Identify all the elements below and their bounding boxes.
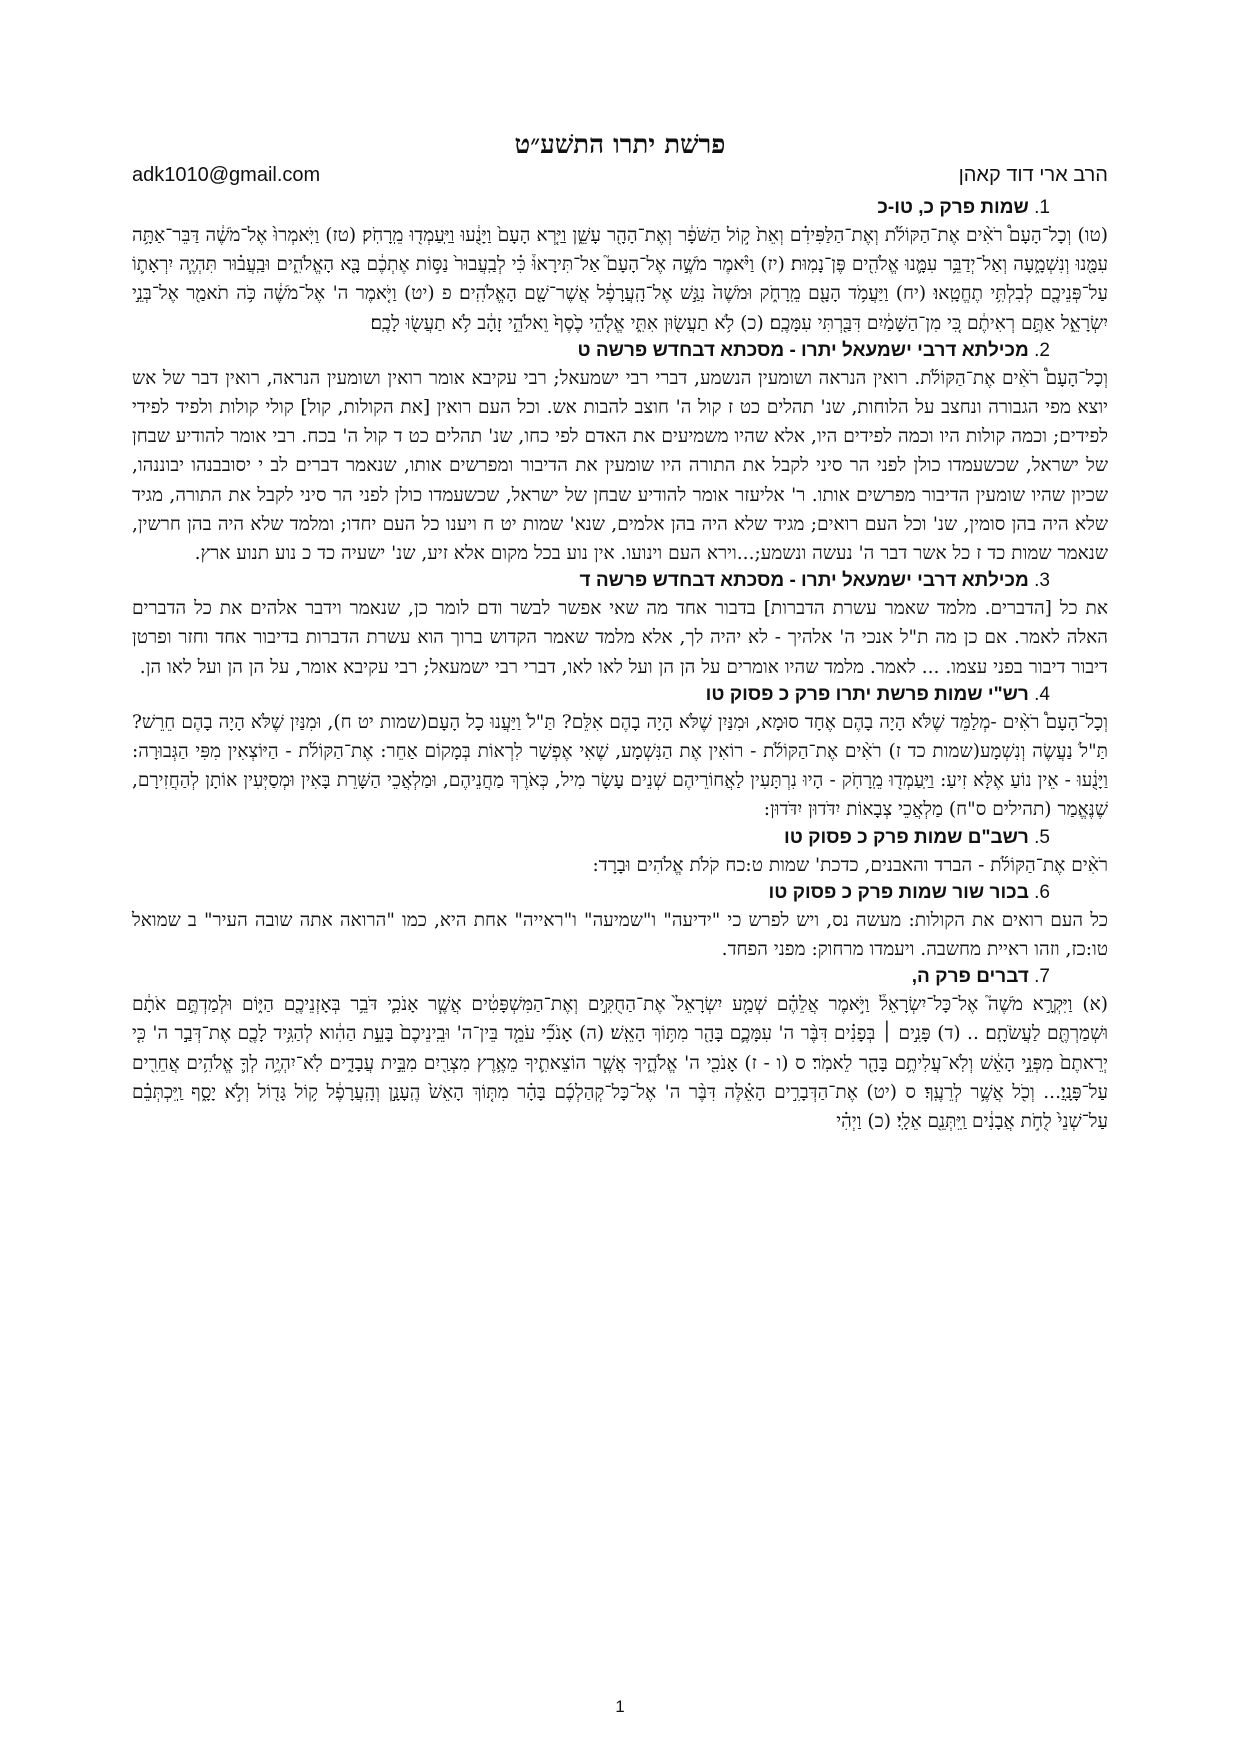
- page-number: 1: [615, 1697, 625, 1716]
- section-body: רֹאִ֨ים אֶת־הַקּוֹלֹ֜ת - הברד והאבנים, כדכת' שמות ט:כח קֹלֹת אֱלֹהִים וּבָרָד:: [592, 854, 1108, 876]
- section-heading: [132, 340, 1108, 362]
- section-body: (א) וַיִּקְרָ֣א מֹשֶׁה֮ אֶל־כָּל־יִשְׂרָאֵל֒ וַיֹּ֣אמֶר אֲלֵהֶ֗ם שְׁמַ֤ע יִשְׂרָאֵל֙ אֶת־הַחֻקִּ֣ים וְאֶת־הַמִּשְׁפָּטִ֔ים אֲשֶׁ֧ר אָנֹכִ֛י דֹּבֵ֥ר בְּאָזְנֵיכֶ֖ם הַיּ֑וֹם וּלְמַדְתֶּ֣ם אֹתָ֔ם וּשְׁמַרְתֶּ֖ם לַעֲשֹׂתָֽם׃ .. (ד) פָּנִ֣ים ׀ בְּפָנִ֗ים דִּבֶּ֨ר ה' עִמָּכֶ֛ם בָּהָ֖ר מִתּ֥וֹךְ הָאֵֽשׁ׃ (ה) אָנֹכִ֞י עֹמֵ֤ד בֵּין־ה' וּבֵֽינֵיכֶם֙ בָּעֵ֣ת הַהִ֔וא לְהַגִּ֥יד לָכֶ֖ם אֶת־דְּבַ֣ר ה' כִּ֤י יְרֵאתֶם֙ מִפְּנֵ֣י הָאֵ֔שׁ וְלֹֽא־עֲלִיתֶ֥ם בָּהָ֖ר לֵאמֹֽר׃ ס (ו - ז) אָנֹכִ֖י ה' אֱלֹהֶ֑יךָ אֲשֶׁ֧ר הוֹצֵאתִ֛יךָ מֵאֶ֥רֶץ מִצְרַ֖יִם מִבֵּ֣ית עֲבָדִ֑ים לֹֽא־יִהְיֶ֥ה לְךָ֛ אֱלֹהִ֥ים אֲחֵרִ֖ים עַל־פָּנָֽיַ׃... וְכֹ֖ל אֲשֶׁ֥ר לְרֵעֶֽךָ׃ ס (יט) אֶת־הַדְּבָרִ֣ים הָאֵ֗לֶּה דִּבֶּ֨ר ה' אֶל־כָּל־קְהַלְכֶ֜ם בָּהָ֗ר מִתּ֤וֹךְ הָאֵשׁ֙ הֶֽעָנָ֣ן וְהָֽעֲרָפֶ֔ל ק֥וֹל גָּד֖וֹל וְלֹ֣א יָסָ֑ף וַֽיִּכְתְּבֵ֗ם עַל־שְׁנֵי֙ לֻחֹ֣ת אֲבָנִ֔ים וַֽיִּתְּנֵ֖ם אֵלָֽי׃ (כ) וַיְהִ֗י: [132, 994, 1108, 1133]
- section-number: 4.: [1034, 683, 1050, 705]
- section-title: דברים פרק ה,: [911, 966, 1029, 988]
- section-heading: [132, 882, 1108, 904]
- section-6: [132, 882, 1108, 964]
- section-body: וְכָל־הָעָם֩ רֹאִ֨ים -מְלַמֵּד שֶׁלֹּא הָיָה בָהֶם אֶחָד סוּמָא, וּמִנַּיִן שֶׁלֹּא הָיָה בָהֶם אִלֵּם? תַּ"לֹ וַיַּעֲנוּ כָל הָעָם(שמות יט ח), וּמִנַּיִן שֶׁלֹּא הָיָה בָהֶם חֵרֵשׁ? תַּ"לֹ נַעֲשֶׂה וְנִשְׁמָע(שמות כד ז) רֹאִ֨ים אֶת־הַקּוֹלֹ֜ת - רוֹאִין אֶת הַנִּשְׁמָע, שֶׁאִי אֶפְשָׁר לִרְאוֹת בְּמָקוֹם אַחֵר: אֶת־הַקּוֹלֹ֜ת - הַיּוֹצְאִין מִפִּי הַגְּבוּרָה: וַיָּנֻ֔עוּ - אֵין נוֹעַ אֶלָּא זִיעַ: וַיַּֽעַמְד֖וּ מֵֽרָחֹֽק - הָיוּ נִרְתָּעִין לַאֲחוֹרֵיהֶם שְׁנֵים עָשָׂר מִיל, כְּאֹרֶךְ מַחֲנֵיהֶם, וּמַלְאֲכֵי הַשָּׁרֵת בָּאִין וּמְסַיְּעִין אוֹתָן לְהַחֲזִירָם, שֶׁנֶּאֱמַר (תהילים ס"ח) מַלְאֲכֵי צְבָאוֹת יִדֹּדוּן יִדֹּדוּן:: [132, 711, 1108, 821]
- section-body: את כל [הדברים. מלמד שאמר עשרת הדברות] בדבור אחד מה שאי אפשר לבשר ודם לומר כן, שנאמר וידבר אלהים את כל הדברים האלה לאמר. אם כן מה ת"ל אנכי ה' אלהיך - לא יהיה לך, אלא מלמד שאמר הקדוש ברוך הוא עשרת הדברות בדיבור אחד וחזר ופרטן דיבור דיבור בפני עצמו. ... לאמר. מלמד שהיו אומרים על הן הן ועל לאו לאו, דברי רבי ישמעאל; רבי עקיבא אומר, על הן הן ועל לאו הן.: [132, 598, 1108, 678]
- document-page: [132, 130, 1108, 1136]
- section-title: בכור שור שמות פרק כ פסוק טו: [768, 881, 1029, 903]
- section-title: רש"י שמות פרשת יתרו פרק כ פסוק טו: [705, 683, 1029, 705]
- section-heading: [132, 966, 1108, 988]
- section-number: 6.: [1034, 881, 1050, 903]
- section-number: 3.: [1034, 570, 1050, 592]
- section-heading: [132, 684, 1108, 706]
- section-3: [132, 570, 1108, 682]
- section-number: 7.: [1034, 966, 1050, 988]
- section-7: [132, 966, 1108, 1136]
- header-row: [132, 164, 1108, 187]
- section-title: מכילתא דרבי ישמעאל יתרו - מסכתא דבחדש פרשה ד: [579, 570, 1029, 592]
- section-heading: [132, 570, 1108, 592]
- section-2: [132, 340, 1108, 568]
- section-number: 5.: [1034, 826, 1050, 848]
- section-title: מכילתא דרבי ישמעאל יתרו - מסכתא דבחדש פרשה ט: [577, 339, 1029, 361]
- section-title: רשב"ם שמות פרק כ פסוק טו: [784, 826, 1029, 848]
- section-number: 2.: [1034, 339, 1050, 361]
- section-body: (טו) וְכָל־הָעָם֩ רֹאִ֨ים אֶת־הַקּוֹלֹ֜ת וְאֶת־הַלַּפִּידִ֗ם וְאֵת֙ ק֣וֹל הַשֹּׁפָ֔ר וְאֶת־הָהָ֖ר עָשֵׁ֑ן וַיַּ֤רְא הָעָם֙ וַיָּנֻ֔עוּ וַיַּֽעַמְד֖וּ מֵֽרָחֹֽק׃ (טז) וַיֹּֽאמְרוּ֙ אֶל־מֹשֶׁ֔ה דַּבֵּר־אַתָּ֥ה עִמָּ֖נוּ וְנִשְׁמָ֑עָה וְאַל־יְדַבֵּ֥ר עִמָּ֛נוּ אֱלֹהִ֖ים פֶּן־נָמֽוּת׃ (יז) וַיֹּ֨אמֶר מֹשֶׁ֣ה אֶל־הָעָם֮ אַל־תִּירָאוּ֒ כִּ֗י לְבַֽעֲבוּר֙ נַסּ֣וֹת אֶתְכֶ֔ם בָּ֖א הָאֱלֹהִ֑ים וּבַֽעֲב֗וּר תִּהְיֶ֧ה יִרְאָת֛וֹ עַל־פְּנֵיכֶ֖ם לְבִלְתִּ֥י תֶחֱטָֽאוּ׃ (יח) וַיַּעֲמֹ֥ד הָעָ֖ם מֵֽרָחֹ֑ק וּמֹשֶׁה֙ נִגַּ֣שׁ אֶל־הָֽעֲרָפֶ֔ל אֲשֶׁר־שָׁ֖ם הָאֱלֹהִֽים׃ פ (יט) וַיֹּ֤אמֶר ה' אֶל־מֹשֶׁ֔ה כֹּ֥ה תֹאמַ֖ר אֶל־בְּנֵ֣י יִשְׂרָאֵ֑ל אַתֶּ֣ם רְאִיתֶ֔ם כִּ֚י מִן־הַשָּׁמַ֔יִם דִּבַּ֖רְתִּי עִמָּכֶֽם׃ (כ) לֹ֥א תַעֲשׂ֖וּן אִתִּ֑י אֱלֹ֤הֵי כֶ֙סֶף֙ וֵאלֹהֵ֣י זָהָ֔ב לֹ֥א תַעֲשׂ֖וּ לָכֶֽם׃: [132, 225, 1108, 334]
- section-5: [132, 827, 1108, 880]
- section-heading: [132, 197, 1108, 219]
- author: הרב ארי דוד קאהן: [958, 164, 1108, 186]
- email-link[interactable]: adk1010@gmail.com: [132, 164, 321, 186]
- section-heading: [132, 827, 1108, 849]
- section-number: 1.: [1034, 197, 1050, 218]
- section-title: שמות פרק כ, טו-כ: [877, 197, 1029, 218]
- section-body: וְכָל־הָעָם֩ רֹאִ֨ים אֶת־הַקּוֹלֹ֜ת. רואין הנראה ושומעין הנשמע, דברי רבי ישמעאל; רבי עקיבא אומר רואין ושומעין הנראה, רואין דבר של אש יוצא מפי הגבורה ונחצב על הלוחות, שנ' תהלים כט ז קול ה' חוצב להבות אש. וכל העם רואין [את הקולות, קול] קולי קולות ולפיד לפידי לפידים; וכמה קולות היו וכמה לפידים היו, אלא שהיו משמיעים את האדם לפי כחו, שנ' תהלים כט ד קול ה' בכח. רבי אומר להודיע שבחן של ישראל, שכשעמדו כולן לפני הר סיני לקבל את התורה היו שומעין את הדיבור ומפרשים אותו, שנאמר דברים לב י יסובבנהו יבוננהו, שכיון שהיו שומעין הדיבור מפרשים אותו. ר' אליעזר אומר להודיע שבחן של ישראל, שכשעמדו כולן לפני הר סיני לקבל את התורה, מגיד שלא היה בהן סומין, שנ' וכל העם רואים; מגיד שלא היה בהן אלמים, שנא' שמות יט ח ויענו כל העם יחדו; ומלמד שלא היה בהן חרשין, שנאמר שמות כד ז כל אשר דבר ה' נעשה ונשמע;...וירא העם וינועו. אין נוע בכל מקום אלא זיע, שנ' ישעיה כד כ נוע תנוע ארץ.: [132, 367, 1108, 565]
- section-4: [132, 684, 1108, 825]
- section-body: כל העם רואים את הקולות: מעשה נס, ויש לפרש כי "ידיעה" ו"שמיעה" ו"ראייה" אחת היא, כמו "הרואה אתה שובה העיר" ב שמואל טו:כז, וזהו ראיית מחשבה. ויעמדו מרחוק: מפני הפחד.: [132, 909, 1108, 961]
- section-1: [132, 197, 1108, 338]
- page-title: פרשׁת יתרו התשׁע״ט: [514, 130, 726, 160]
